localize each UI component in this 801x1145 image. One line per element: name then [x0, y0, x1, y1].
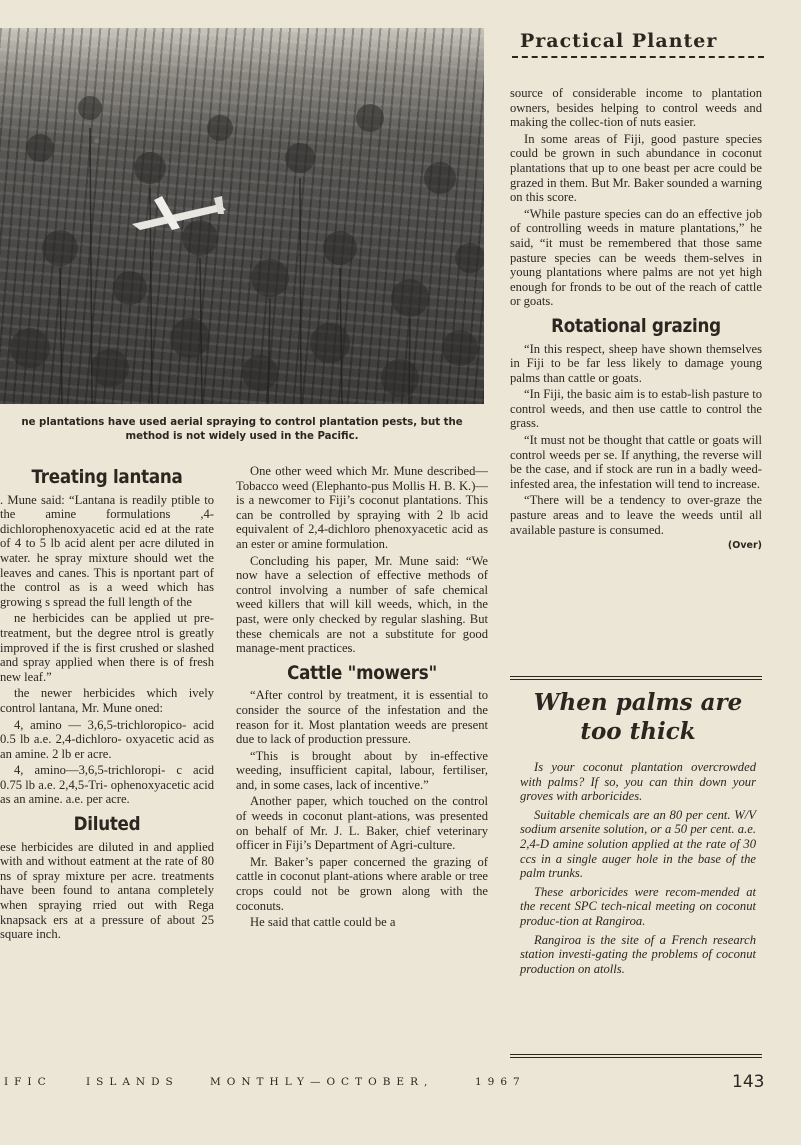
col2-paragraph: Another paper, which touched on the control of weeds in coconut plant-ations, was presented on behalf of Mr. J. L. Baker, chief veterinary officer in Fiji’s Department of Agri-culture.	[236, 794, 488, 853]
heading-cattle-mowers: Cattle "mowers"	[287, 661, 437, 684]
col2-paragraph: One other weed which Mr. Mune described—Tobacco weed (Elephanto-pus Mollis H. B. K.)—is a newcomer to Fiji’s coconut plantations. This can be controlled by spraying with 2 lb acid equivalent of 2,4-dichloro phenoxyacetic acid as an ester or amine formulation.	[236, 464, 488, 551]
col3-paragraph: “While pasture species can do an effective job of controlling weeds in mature plantations,” he said, “it must be remembered that those same pasture species can be weeds them-selves in young plantations where palms are not yet high enough for fronds to be out of the reach of cattle or goats.	[510, 206, 762, 309]
heading-rotational-grazing: Rotational grazing	[551, 314, 721, 337]
col3-paragraph: “There will be a tendency to over-graze the pasture areas and to leave the weeds until all available pasture is consumed.	[510, 493, 762, 537]
box-paragraph: Is your coconut plantation overcrowded with palms? If so, you can thin down your groves with arboricides.	[520, 760, 756, 804]
footer-publication-islands: ISLANDS	[86, 1076, 179, 1088]
col2-paragraph: “After control by treatment, it is essential to consider the source of the infestation and the reason for it. Most plantation weeds are present due to lack of production pressure.	[236, 688, 488, 747]
col2-paragraph: Mr. Baker’s paper concerned the grazing of cattle in coconut plant-ations where arable or tree crops could not be grown along with the coconuts.	[236, 854, 488, 913]
col2-paragraph: He said that cattle could be a	[250, 915, 396, 930]
box-paragraph: Suitable chemicals are an 80 per cent. W/V sodium arsenite solution, or a 50 per cent. a.e. 2,4-D amine solution applied at the rate of 30 ccs in a single auger hole in the base of the palm trunks.	[520, 807, 756, 881]
aerial-spraying-photo	[0, 28, 484, 404]
footer-monthly-date: MONTHLY—OCTOBER,	[210, 1076, 434, 1088]
column-1	[0, 460, 214, 944]
column-2	[236, 464, 488, 932]
box-paragraph: Rangiroa is the site of a French research station investi-gating the problems of coconut production on atolls.	[520, 932, 756, 976]
box-bottom-rule	[510, 1054, 762, 1055]
page-number: 143	[732, 1072, 765, 1092]
col1-paragraph: the newer herbicides which ively control lantana, Mr. Mune oned:	[0, 686, 214, 715]
col3-paragraph: In some areas of Fiji, good pasture species could be grown in such abundance in coconut plantations that up to one beast per acre could be grazed in them. But Mr. Baker sounded a warning on this score.	[510, 131, 762, 205]
box-top-rule-2	[510, 679, 762, 680]
footer-publication-pacific: IFIC	[4, 1076, 52, 1088]
box-body	[520, 760, 756, 976]
heading-diluted: Diluted	[73, 813, 141, 836]
palm-plantation-illustration	[0, 28, 484, 404]
col1-paragraph: . Mune said: “Lantana is readily ptible to the amine formulations ,4-dichlorophenoxyacetic acid ed at the rate of 4 to 5 lb acid alent per acre diluted in water. he spray mixture should wet the leaves and canes. This is nportant part of the control as is a weed which has growing s spread the full length of the	[0, 492, 214, 609]
col3-paragraph: “In Fiji, the basic aim is to estab-lish pasture to control weeds, and then use cattle to control the grass.	[510, 387, 762, 431]
box-bottom-rule-2	[510, 1057, 762, 1058]
header-rule	[512, 56, 764, 58]
box-paragraph: These arboricides were recom-mended at the recent SPC tech-nical meeting on coconut produc-tion at Rangiroa.	[520, 884, 756, 928]
col2-paragraph: Concluding his paper, Mr. Mune said: “We now have a selection of effective methods of control involving a number of safe chemical weed killers that will kill weeds, which, in the past, were only checked by regular slashing. But these chemicals are not a substitute for good manage-ment practices.	[236, 553, 488, 656]
box-title: When palms are too thick	[533, 689, 743, 745]
col1-paragraph: 4, amino—3,6,5-trichloropi- c acid 0.75 lb a.e. 2,4,5-Tri- ophenoxyacetic acid as an amine. a.e. per acre.	[0, 763, 214, 807]
col1-paragraph: ne herbicides can be applied ut pre-treatment, but the degree ntrol is greatly improved if the is first crushed or slashed and spray applied when there is of fresh new leaf.”	[0, 611, 214, 684]
col3-paragraph: “It must not be thought that cattle or goats will control weeds per se. If anything, the reverse will be the case, and if stock are run in a badly weed-infested area, the infestation will tend to increase.	[510, 433, 762, 491]
col2-paragraph: “This is brought about by in-effective weeding, insufficient capital, labour, fertiliser, and, in some cases, lack of incentive.”	[236, 748, 488, 792]
footer-year: 1967	[475, 1076, 526, 1088]
sidebar-box	[520, 688, 756, 980]
col1-paragraph: 4, amino — 3,6,5-trichloropico- acid 0.5 lb a.e. 2,4-dichloro- oxyacetic acid as an amine. 2 lb er acre.	[0, 717, 214, 761]
heading-treating-lantana: Treating lantana	[31, 466, 183, 488]
photo-caption: ne plantations have used aerial spraying to control plantation pests, but the method is not widely used in the Pacific.	[21, 417, 463, 442]
col1-paragraph: ese herbicides are diluted in and applied with and without eatment at the rate of 80 ns of spray mixture per acre. treatments have been found to antana completely when spraying rried out with Rega knapsack ers at a pressure of about 25 square inch.	[0, 839, 214, 942]
box-top-rule	[510, 676, 762, 677]
col3-paragraph: source of considerable income to plantation owners, besides helping to control weeds and making the collec-tion of nuts easier.	[510, 86, 762, 130]
column-3	[510, 86, 762, 554]
over-indicator: (Over)	[727, 540, 762, 552]
col3-paragraph: “In this respect, sheep have shown themselves in Fiji to be far less likely to damage young palms than cattle or goats.	[510, 341, 762, 385]
section-title: Practical Planter	[520, 30, 718, 52]
